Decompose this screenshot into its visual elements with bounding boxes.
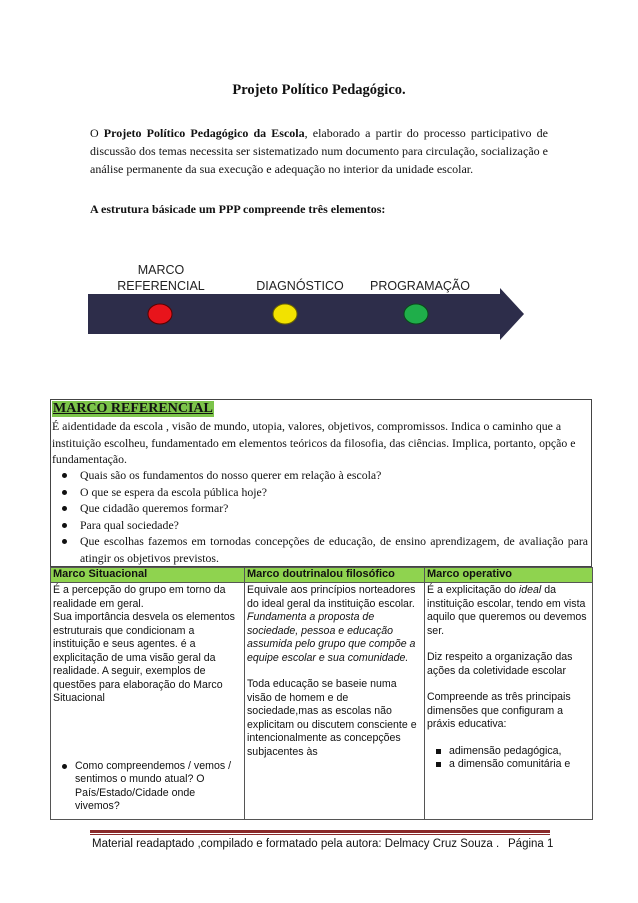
stage-label-diagnostico: DIAGNÓSTICO <box>256 279 344 293</box>
intro-paragraph <box>90 124 548 178</box>
square-bullet-icon <box>436 749 441 754</box>
marcos-table <box>50 567 593 820</box>
cell-marco-doutrinal <box>245 583 425 820</box>
operativo-p1: É a explicitação do ideal da instituição escolar, tendo em vista aquilo que queremos ou devemos ser. <box>427 584 587 637</box>
list-item: Quais são os fundamentos do nosso querer em relação à escola? <box>60 467 588 484</box>
list-item: Que escolhas fazemos em tornodas concepções de educação, de ensino aprendizagem, de avaliação para atingir os objetivos previstos. <box>60 533 588 566</box>
footer-rule <box>90 830 550 833</box>
bullet-icon <box>62 523 67 528</box>
intro-bold: Projeto Político Pedagógico da Escola <box>103 126 305 140</box>
yellow-light-icon <box>273 304 297 324</box>
situacional-p1: É a percepção do grupo em torno da realidade em geral. <box>53 584 226 610</box>
page-title: Projeto Político Pedagógico. <box>232 82 406 98</box>
bullet-icon <box>62 764 67 769</box>
cell-marco-situacional <box>51 583 245 820</box>
square-bullet-icon <box>436 762 441 767</box>
marco-referencial-text: É aidentidade da escola , visão de mundo, utopia, valores, objetivos, compromissos. Indica o caminho que a instituição escolheu, fundamentado em elementos teóricos da filosofia, das ciências. Implica, portanto, opção e fundamentação. <box>52 419 576 466</box>
stage-label-programacao: PROGRAMAÇÃO <box>369 279 470 293</box>
situacional-p2: Sua importância desvela os elementos estruturais que condicionam a instituição e seus agentes. é a explicitação de uma visão geral da realidade. A seguir, exemplos de questões para elaboração do Marco Situacional <box>53 611 235 704</box>
list-item <box>53 760 242 814</box>
list-item: a dimensão comunitária e <box>427 758 590 772</box>
footer-rule-thin <box>90 834 550 835</box>
table-row <box>51 583 593 820</box>
marco-referencial-questions <box>60 467 588 566</box>
list-item: O que se espera da escola pública hoje? <box>60 484 588 501</box>
stage-label-marco-line2: REFERENCIAL <box>117 279 205 293</box>
red-light-icon <box>148 304 172 324</box>
page-number: Página 1 <box>508 838 554 850</box>
table-header-row <box>51 568 593 583</box>
operativo-p2: Diz respeito a organização das ações da coletividade escolar <box>427 651 573 677</box>
intro-rest: , elaborado a partir do processo participativo de discussão dos temas necessita ser sistematizado num documento para circulação, socialização e análise permanente da sua execução e adequação no interior da unidade escolar. <box>90 126 548 176</box>
bullet-icon <box>62 539 67 544</box>
header-marco-operativo: Marco operativo <box>425 568 593 583</box>
process-arrow-diagram <box>88 288 528 342</box>
doutrinal-p3: Toda educação se baseie numa visão de homem e de sociedade,mas as escolas não explicitam ou discutem consciente e intencionalmente as concepções subjacentes às <box>247 678 417 758</box>
marco-referencial-heading: MARCO REFERENCIAL <box>53 401 213 416</box>
stage-label-marco-line1: MARCO <box>137 263 185 277</box>
structure-line: A estrutura básicade um PPP compreende três elementos: <box>90 202 386 216</box>
bullet-icon <box>62 473 67 478</box>
intro-prefix: O <box>90 126 104 140</box>
bullet-icon <box>62 490 67 495</box>
footer-credit: Material readaptado ,compilado e formatado pela autora: Delmacy Cruz Souza . <box>92 838 500 850</box>
list-item: Que cidadão queremos formar? <box>60 500 588 517</box>
situacional-question: Como compreendemos / vemos / sentimos o mundo atual? O País/Estado/Cidade onde vivemos? <box>75 759 232 812</box>
doutrinal-p1: Equivale aos princípios norteadores do ideal geral da instituição escolar. <box>247 584 416 610</box>
header-marco-doutrinal: Marco doutrinalou filosófico <box>245 568 425 583</box>
list-item: adimensão pedagógica, <box>427 745 590 759</box>
cell-marco-operativo <box>425 583 593 820</box>
bullet-icon <box>62 506 67 511</box>
list-item: Para qual sociedade? <box>60 517 588 534</box>
operativo-p3: Compreende as três principais dimensões que configuram a práxis educativa: <box>427 691 571 730</box>
doutrinal-p2: Fundamenta a proposta de sociedade, pessoa e educação assumida pelo grupo que compõe a equipe escolar e sua comunidade. <box>247 611 416 664</box>
green-light-icon <box>404 304 428 324</box>
header-marco-situacional: Marco Situacional <box>51 568 245 583</box>
